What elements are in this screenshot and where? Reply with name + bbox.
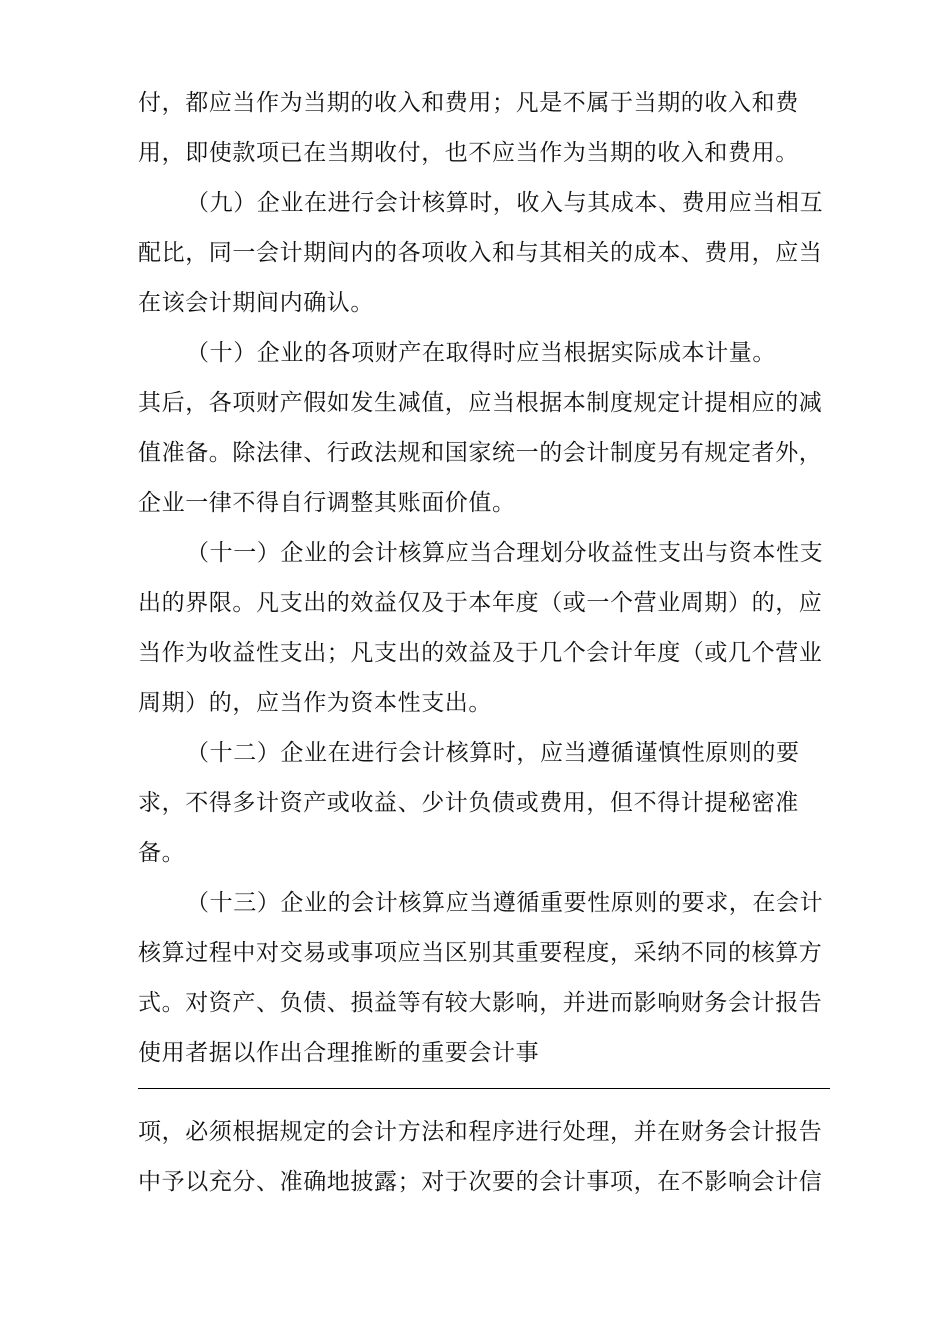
text-line: 其后，各项财产假如发生减值，应当根据本制度规定计提相应的减	[138, 390, 823, 416]
page-divider	[138, 1088, 830, 1089]
text-line: 核算过程中对交易或事项应当区别其重要程度，采纳不同的核算方	[138, 940, 823, 966]
text-line: 当作为收益性支出；凡支出的效益及于几个会计年度（或几个营业	[138, 640, 823, 666]
paragraph-10-start: （十）企业的各项财产在取得时应当根据实际成本计量。	[186, 340, 776, 366]
text-line: 使用者据以作出合理推断的重要会计事	[138, 1040, 540, 1066]
text-line: 式。对资产、负债、损益等有较大影响，并进而影响财务会计报告	[138, 990, 823, 1016]
paragraph-11-start: （十一）企业的会计核算应当合理划分收益性支出与资本性支	[186, 540, 824, 566]
paragraph-12-start: （十二）企业在进行会计核算时，应当遵循谨慎性原则的要	[186, 740, 800, 766]
text-line: 出的界限。凡支出的效益仅及于本年度（或一个营业周期）的，应	[138, 590, 823, 616]
document-body-top	[138, 78, 830, 1078]
document-body-bottom	[138, 1107, 830, 1207]
text-line: 周期）的，应当作为资本性支出。	[138, 690, 492, 716]
text-line: 用，即使款项已在当期收付，也不应当作为当期的收入和费用。	[138, 140, 799, 166]
text-line: 项，必须根据规定的会计方法和程序进行处理，并在财务会计报告	[138, 1119, 823, 1145]
paragraph-13-start: （十三）企业的会计核算应当遵循重要性原则的要求，在会计	[186, 890, 824, 916]
text-line: 付，都应当作为当期的收入和费用；凡是不属于当期的收入和费	[138, 90, 799, 116]
text-line: 备。	[138, 840, 186, 866]
text-line: 企业一律不得自行调整其账面价值。	[138, 490, 516, 516]
text-line: 中予以充分、准确地披露；对于次要的会计事项，在不影响会计信	[138, 1169, 823, 1195]
text-line: 在该会计期间内确认。	[138, 290, 374, 316]
paragraph-9-start: （九）企业在进行会计核算时，收入与其成本、费用应当相互	[186, 190, 824, 216]
text-line: 值准备。除法律、行政法规和国家统一的会计制度另有规定者外，	[138, 440, 823, 466]
text-line: 配比，同一会计期间内的各项收入和与其相关的成本、费用，应当	[138, 240, 823, 266]
text-line: 求，不得多计资产或收益、少计负债或费用，但不得计提秘密准	[138, 790, 799, 816]
